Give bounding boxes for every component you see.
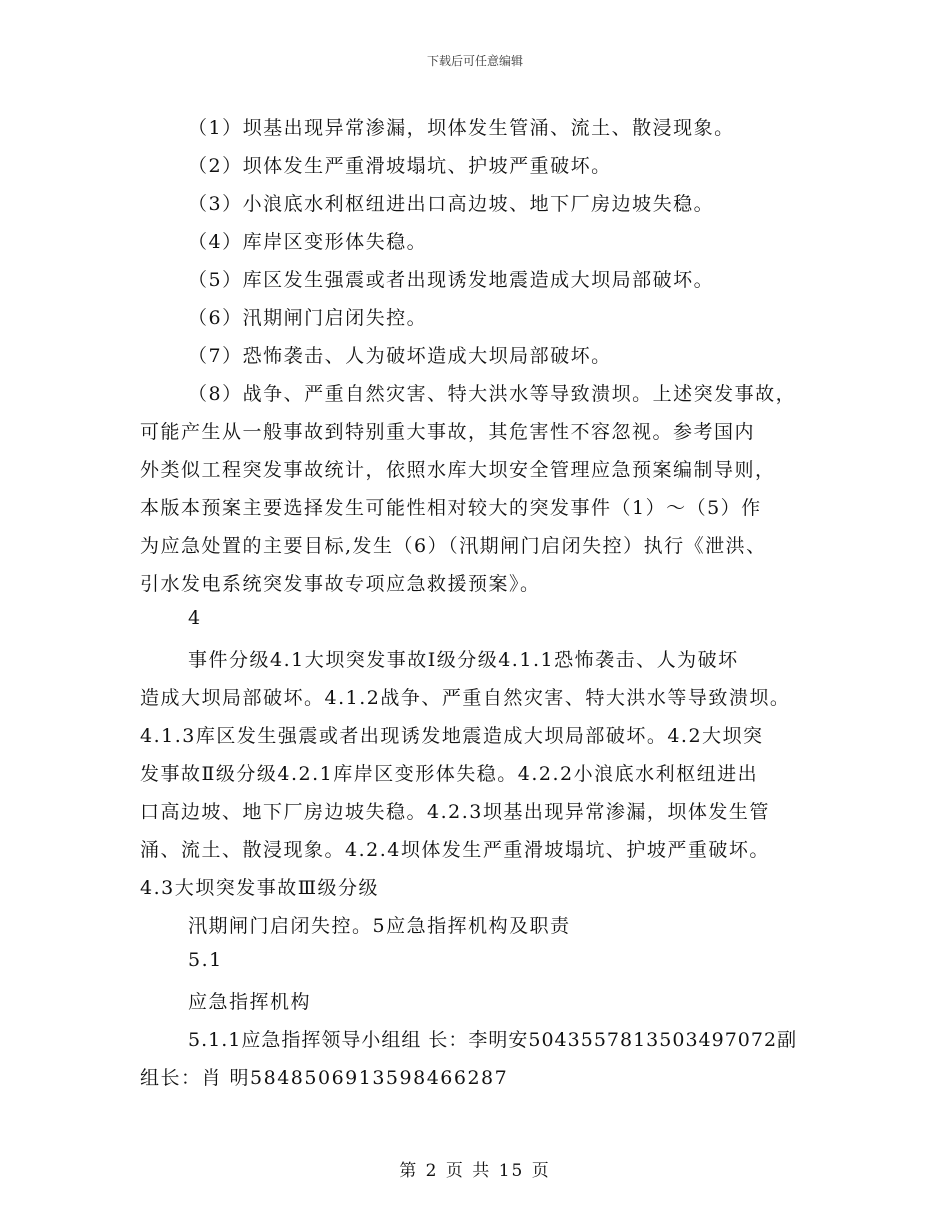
text-line: （6）汛期闸门启闭失控。 [188, 307, 428, 329]
text-line: 可能产生从一般事故到特别重大事故，其危害性不容忽视。参考国内 [140, 421, 756, 443]
text-line: （2）坝体发生严重滑坡塌坑、护坡严重破坏。 [188, 155, 612, 177]
page-footer: 第 2 页 共 15 页 [399, 1161, 551, 1181]
text-line: 5.1 [188, 949, 223, 971]
text-line: 4 [188, 607, 202, 629]
text-line: 造成大坝局部破坏。4.1.2战争、严重自然灾害、特大洪水等导致溃坝。 [140, 687, 791, 709]
text-line: 外类似工程突发事故统计，依照水库大坝安全管理应急预案编制导则， [140, 459, 776, 481]
text-line: 应急指挥机构 [188, 991, 312, 1013]
text-line: （4）库岸区变形体失稳。 [188, 231, 428, 253]
text-line: （1）坝基出现异常渗漏，坝体发生管涌、流土、散浸现象。 [188, 117, 735, 139]
text-line: 汛期闸门启闭失控。5应急指挥机构及职责 [188, 915, 571, 937]
text-line: （3）小浪底水利枢纽进出口高边坡、地下厂房边坡失稳。 [188, 193, 715, 215]
text-line: 涌、流土、散浸现象。4.2.4坝体发生严重滑坡塌坑、护坡严重破坏。 [140, 839, 770, 861]
text-line: （8）战争、严重自然灾害、特大洪水等导致溃坝。上述突发事故， [188, 383, 797, 405]
text-line: 4.1.3库区发生强震或者出现诱发地震造成大坝局部破坏。4.2大坝突 [140, 725, 764, 747]
text-line: 组长：肖 明5848506913598466287 [140, 1067, 509, 1089]
header-note: 下载后可任意编辑 [426, 54, 523, 68]
text-line: 为应急处置的主要目标,发生（6）（汛期闸门启闭失控）执行《泄洪、 [140, 535, 767, 557]
text-line: （5）库区发生强震或者出现诱发地震造成大坝局部破坏。 [188, 269, 715, 291]
text-line: 口高边坡、地下厂房边坡失稳。4.2.3坝基出现异常渗漏，坝体发生管 [140, 801, 770, 823]
text-line: （7）恐怖袭击、人为破坏造成大坝局部破坏。 [188, 345, 612, 367]
text-line: 引水发电系统突发事故专项应急救援预案》。 [140, 573, 541, 595]
text-line: 事件分级4.1大坝突发事故Ⅰ级分级4.1.1恐怖袭击、人为破坏 [188, 649, 739, 671]
text-line: 4.3大坝突发事故Ⅲ级分级 [140, 877, 380, 899]
text-line: 发事故Ⅱ级分级4.2.1库岸区变形体失稳。4.2.2小浪底水利枢纽进出 [140, 763, 759, 785]
text-line: 5.1.1应急指挥领导小组组 长：李明安5043557813503497072副 [188, 1029, 798, 1051]
text-line: 本版本预案主要选择发生可能性相对较大的突发事件（1）～（5）作 [140, 497, 762, 519]
